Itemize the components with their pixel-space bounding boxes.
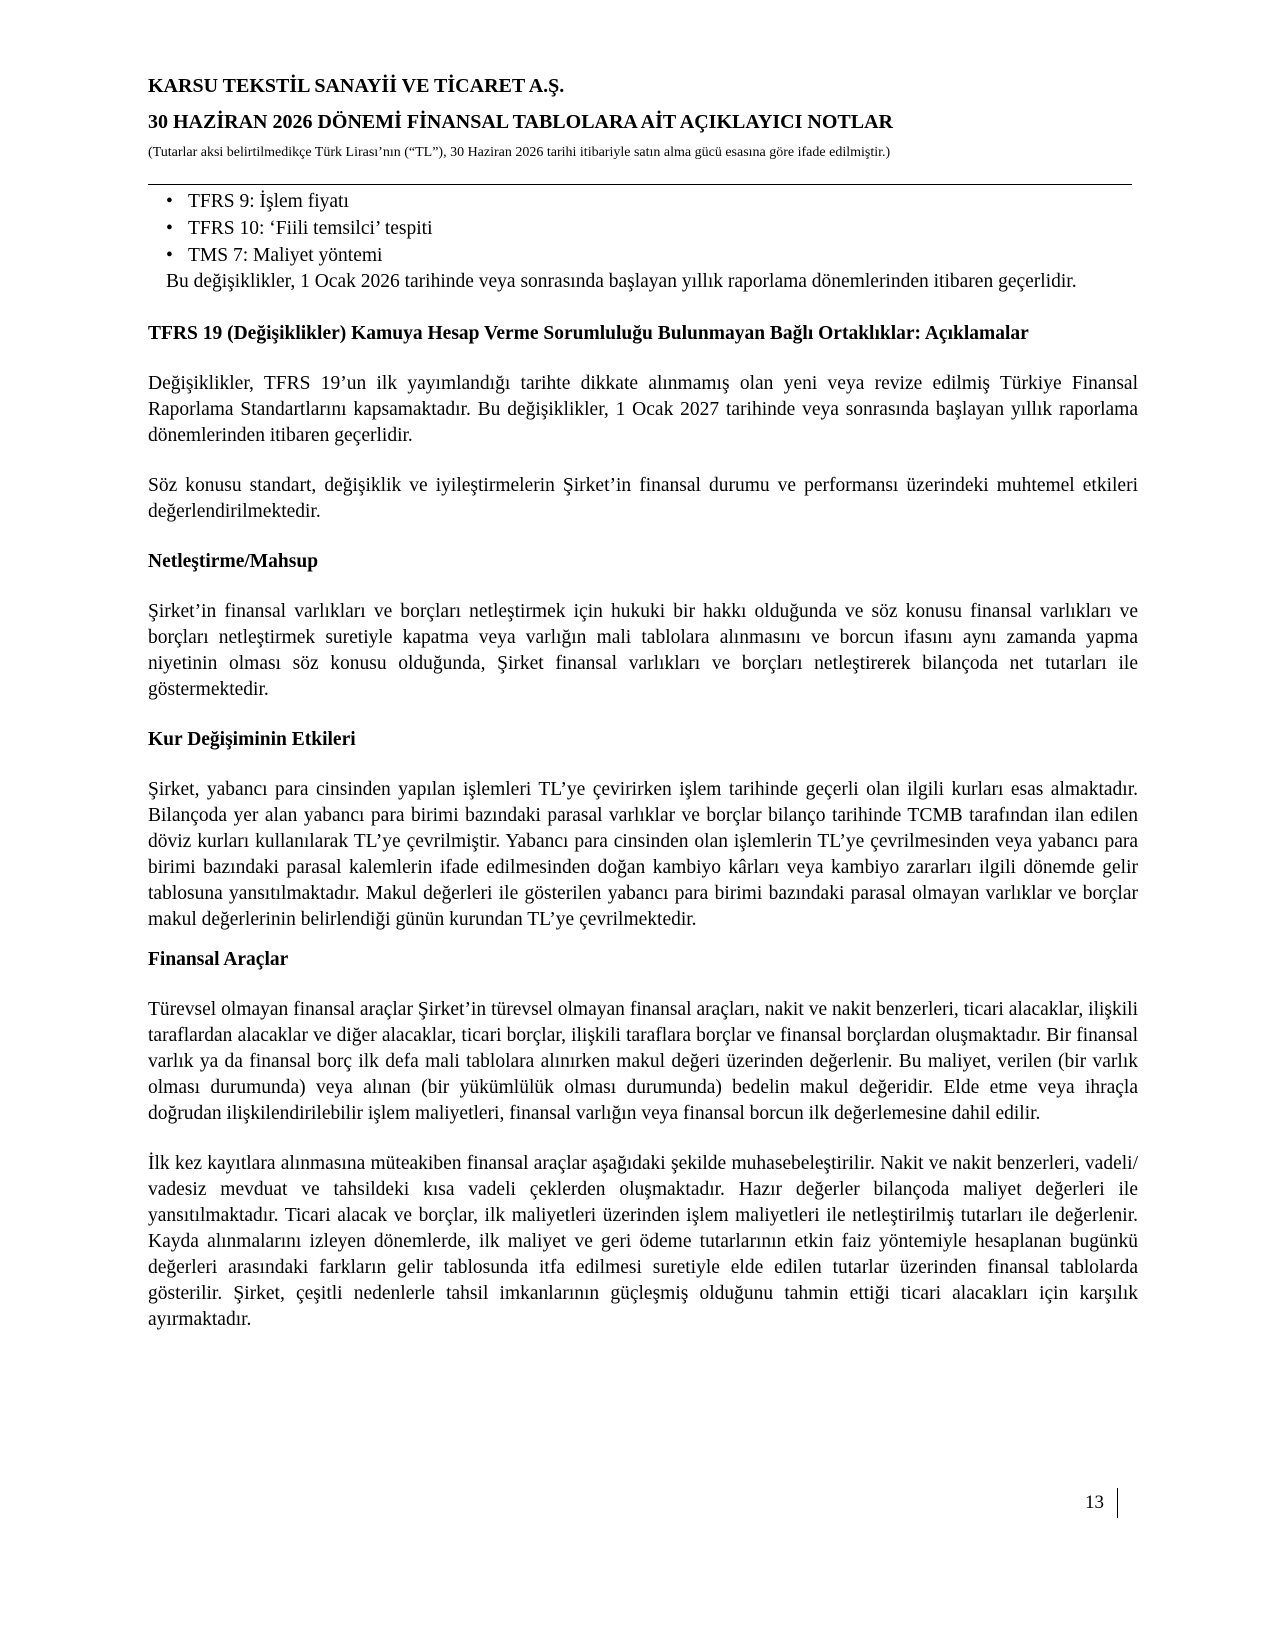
bullet-note: Bu değişiklikler, 1 Ocak 2026 tarihinde veya sonrasında başlayan yıllık raporlama dönemlerinden itibaren geçerlidir.	[166, 271, 1077, 292]
bullet-list	[148, 188, 1138, 269]
document-title: 30 HAZİRAN 2026 DÖNEMİ FİNANSAL TABLOLARA AİT AÇIKLAYICI NOTLAR	[148, 111, 893, 133]
company-name: KARSU TEKSTİL SANAYİİ VE TİCARET A.Ş.	[148, 75, 565, 97]
paragraph: Değişiklikler, TFRS 19’un ilk yayımlandığı tarihte dikkate alınmamış olan yeni veya revize edilmiş Türkiye Finansal Raporlama Standartlarını kapsamaktadır. Bu değişiklikler, 1 Ocak 2027 tarihinde veya sonrasında başlayan yıllık raporlama dönemlerinden itibaren geçerlidir.	[148, 373, 1138, 446]
bullet-icon: •	[166, 218, 173, 239]
currency-note: (Tutarlar aksi belirtilmedikçe Türk Lirası’nın (“TL”), 30 Haziran 2026 tarihi itibariyle satın alma gücü esasına göre ifade edilmiştir.)	[148, 145, 891, 160]
list-item: • TFRS 9: İşlem fiyatı	[188, 188, 1138, 215]
section-heading-fx: Kur Değişiminin Etkileri	[148, 729, 356, 750]
page-number-divider	[1117, 1488, 1118, 1518]
paragraph: Şirket, yabancı para cinsinden yapılan işlemleri TL’ye çevirirken işlem tarihinde geçerli olan ilgili kurları esas almaktadır. Bilançoda yer alan yabancı para birimi bazındaki parasal varlıklar ve borçlar bilanço tarihinde TCMB tarafından ilan edilen döviz kurları kullanılarak TL’ye çevrilmiştir. Yabancı para cinsinden olan işlemlerin TL’ye çevrilmesinden veya yabancı para birimi bazındaki parasal kalemlerin ifade edilmesinden doğan kambiyo kârları veya kambiyo zararları ilgili dönemde gelir tablosuna yansıtılmaktadır. Makul değerleri ile gösterilen yabancı para birimi bazındaki parasal olmayan varlıklar ve borçlar makul değerlerinin belirlendiği günün kurundan TL’ye çevrilmektedir.	[148, 779, 1138, 930]
bullet-icon: •	[166, 245, 173, 266]
page-number: 13	[1085, 1492, 1104, 1513]
page-header	[148, 72, 1133, 163]
bullet-icon: •	[166, 191, 173, 212]
paragraph: Şirket’in finansal varlıkları ve borçları netleştirmek için hukuki bir hakkı olduğunda ve söz konusu finansal varlıkları ve borçları netleştirmek suretiyle kapatma veya varlığın mali tablolara alınmasını ve borcun ifasını aynı zamanda yapma niyetinin olması söz konusu olduğunda, Şirket finansal varlıkları ve borçları netleştirerek bilançoda net tutarları ile göstermektedir.	[148, 601, 1138, 700]
section-heading-tfrs19: TFRS 19 (Değişiklikler) Kamuya Hesap Verme Sorumluluğu Bulunmayan Bağlı Ortaklıklar: Açıklamalar	[148, 323, 1029, 344]
header-divider	[148, 184, 1132, 185]
page-content	[148, 188, 1138, 1333]
paragraph: İlk kez kayıtlara alınmasına müteakiben finansal araçlar aşağıdaki şekilde muhasebeleştirilir. Nakit ve nakit benzerleri, vadeli/ vadesiz mevduat ve tahsildeki kısa vadeli çeklerden oluşmaktadır. Hazır değerler bilançoda maliyet değerleri ile yansıtılmaktadır. Ticari alacak ve borçlar, ilk maliyetleri üzerinden işlem maliyetleri ile netleştirilmiş tutarları ile değerlenir. Kayda alınmalarını izleyen dönemlerde, ilk maliyet ve geri ödeme tutarlarının etkin faiz yöntemiyle hesaplanan bugünkü değerleri arasındaki farkların gelir tablosunda itfa edilmesi suretiyle elde edilen tutarlar üzerinden finansal tablolarda gösterilir. Şirket, çeşitli nedenlerle tahsil imkanlarının güçleşmiş olduğunu tahmin ettiği ticari alacakları için karşılık ayırmaktadır.	[148, 1153, 1138, 1330]
section-heading-netting: Netleştirme/Mahsup	[148, 551, 319, 572]
paragraph: Söz konusu standart, değişiklik ve iyileştirmelerin Şirket’in finansal durumu ve performansı üzerindeki muhtemel etkileri değerlendirilmektedir.	[148, 475, 1138, 522]
list-item: • TFRS 10: ‘Fiili temsilci’ tespiti	[188, 215, 1138, 242]
list-item: • TMS 7: Maliyet yöntemi	[188, 242, 1138, 269]
paragraph: Türevsel olmayan finansal araçlar Şirket’in türevsel olmayan finansal araçları, nakit ve nakit benzerleri, ticari alacaklar, ilişkili taraflardan alacaklar ve diğer alacaklar, ticari borçlar, ilişkili taraflara borçlar ve finansal borçlardan oluşmaktadır. Bir finansal varlık ya da finansal borç ilk defa mali tablolara alınırken makul değeri üzerinden değerlenir. Bu maliyet, verilen (bir varlık olması durumunda) veya alınan (bir yükümlülük olması durumunda) bedelin makul değeridir. Elde etme veya ihraçla doğrudan ilişkilendirilebilir işlem maliyetleri, finansal varlığın veya finansal borcun ilk değerlemesine dahil edilir.	[148, 999, 1138, 1124]
section-heading-instruments: Finansal Araçlar	[148, 949, 289, 970]
